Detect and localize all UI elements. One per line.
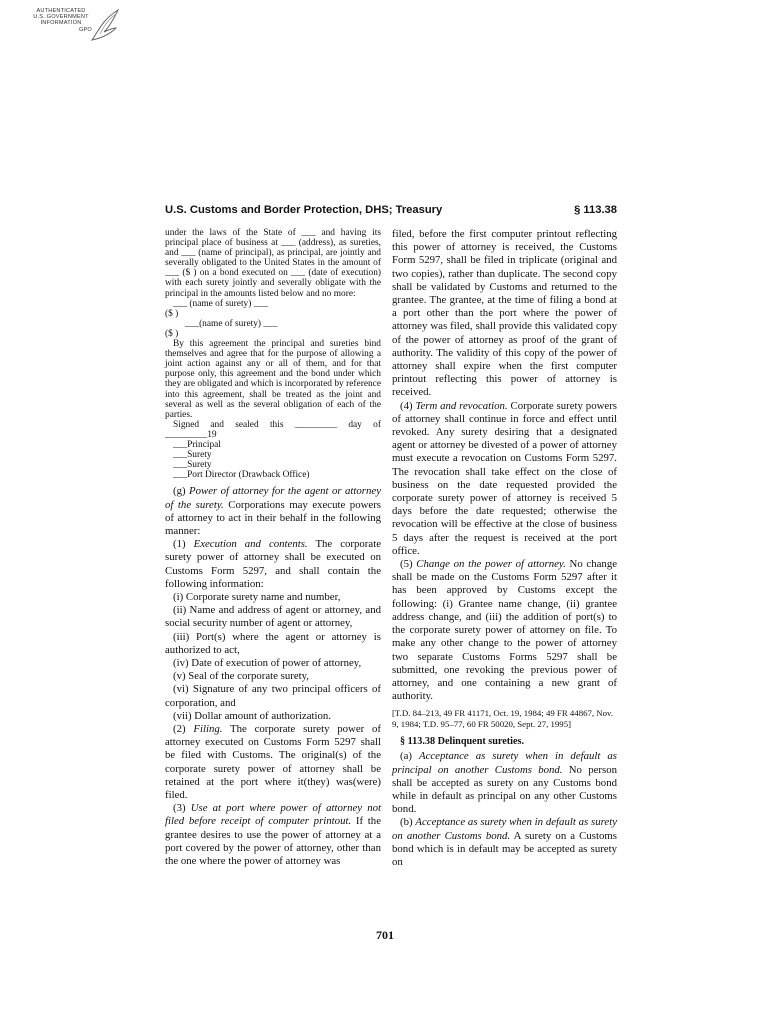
agreement-binding-paragraph: By this agreement the principal and sureties bind themselves and agree that for the purpose of allowing a joint action against any or all of them, and for that purpose only, this agreement and the bond under which they are obligated and which is incorporated by reference into this agreement, shall be treated as the joint and several as well as the several obligation of each of the parties. — [165, 339, 381, 420]
surety-amount-2: ($ ) — [165, 328, 179, 339]
eagle-seal-icon — [88, 6, 122, 46]
list-item: (vii) Dollar amount of authorization. — [173, 709, 332, 722]
paragraph-g-2: (2) Filing. The corporate surety power of attorney executed on Customs Form 5297 shall be filed with Customs. The original(s) of the corporate surety power of attorney shall be retained at the port where it(they) was(were) filed. — [165, 723, 381, 802]
right-column — [392, 228, 617, 869]
paragraph-g-1: (1) Execution and contents. The corporate surety power of attorney shall be executed on Customs Form 5297, and shall contain the following information: — [165, 538, 381, 590]
paragraph-g-3-continued: filed, before the first computer printout reflecting this power of attorney is received, the Customs Form 5297, shall be filed in triplicate (original and two copies), rather than duplicate. The second copy shall be validated by Customs and returned to the grantee. The grantee, at the time of filing a bond at a port other than the port where the power of attorney was filed, shall provide this validated copy of the power of attorney as proof of the grant of authority. The validity of this copy of the power of attorney shall expire when the first computer printout reflecting this power of attorney is received. — [392, 228, 617, 399]
sign-line-surety: ___Surety — [173, 450, 212, 461]
paragraph-g-3: (3) Use at port where power of attorney not filed before receipt of computer printout. If the grantee desires to use the power of attorney at a port covered by the power of attorney, other than the one where the power of attorney was — [165, 802, 381, 868]
list-item: (v) Seal of the corporate surety, — [173, 670, 310, 683]
surety-signature-1: ___ (name of surety) ___ — [173, 298, 268, 309]
source-citation: [T.D. 84–213, 49 FR 41171, Oct. 19, 1984; 49 FR 44867, Nov. 9, 1984; T.D. 95–77, 60 FR 50020, Sept. 27, 1995] — [392, 708, 614, 729]
list-item: (i) Corporate surety name and number, — [173, 590, 341, 603]
paragraph-g: (g) Power of attorney for the agent or attorney of the surety. Corporations may execute powers of attorney to act in their behalf in the following manner: — [165, 485, 381, 537]
paragraph-g-4: (4) Term and revocation. Corporate surety powers of attorney shall continue in force and effect until revoked. Any surety desiring that a designated agent or attorney be divested of a power of attorney must execute a revocation on Customs Form 5297. The revocation shall take effect on the close of business on the date requested provided the corporate surety power of attorney is received 5 days before the date requested; otherwise the revocation will be effective at the close of business 5 days after the request is received at the port office. — [392, 399, 617, 557]
sign-line-port-director: ___Port Director (Drawback Office) — [173, 470, 310, 481]
seal-text: AUTHENTICATED U.S. GOVERNMENT INFORMATION GPO — [33, 8, 92, 33]
agreement-paragraph: under the laws of the State of ___ and having its principal place of business at ___ (address), as sureties, and ___ (name of principal), as principal, are jointly and severally obligated to the United States in the amount of ___ ($ ) on a bond executed on ___ (date of execution) with each surety jointly and severally obligate with the principal in the amounts listed below and no more: — [165, 228, 381, 299]
list-item: (vi) Signature of any two principal officers of corporation, and — [165, 683, 381, 709]
header-agency: U.S. Customs and Border Protection, DHS; Treasury — [165, 204, 443, 216]
paragraph-g-5: (5) Change on the power of attorney. No change shall be made on the Customs Form 5297 after it has been approved by Customs except the following: (i) Grantee name change, (ii) grantee address change, and (iii) the addition of port(s) to the corporate surety power of attorney on file. To make any other change to the power of attorney two separate Customs Forms 5297 shall be submitted, one revoking the previous power of attorney, and one containing a new grant of authority. — [392, 558, 618, 703]
list-item: (ii) Name and address of agent or attorney, and social security number of agent or attorney, — [165, 604, 381, 630]
surety-signature-2: ___(name of surety) ___ — [185, 318, 278, 329]
sign-line-principal: ___Principal — [173, 439, 221, 450]
surety-amount-1: ($ ) — [165, 308, 179, 319]
list-item: (iv) Date of execution of power of attorney, — [173, 656, 362, 669]
running-header — [165, 204, 617, 220]
sign-line-surety: ___Surety — [173, 460, 212, 471]
paragraph-a: (a) Acceptance as surety when in default as principal on another Customs bond. No person shall be accepted as surety on any Customs bond while in default as principal on any other Customs bond. — [392, 750, 617, 816]
signed-sealed-line: Signed and sealed this _________ day of _________19 — [165, 419, 381, 440]
page-number: 701 — [376, 928, 394, 942]
header-section: § 113.38 — [574, 204, 617, 216]
list-item: (iii) Port(s) where the agent or attorney is authorized to act, — [165, 630, 381, 656]
paragraph-b: (b) Acceptance as surety when in default as surety on another Customs bond. A surety on a Customs bond which is in default may be accepted as surety on — [392, 816, 617, 868]
section-heading: § 113.38 Delinquent sureties. — [400, 736, 525, 748]
gpo-authentication-seal — [28, 6, 148, 48]
left-column — [165, 228, 381, 868]
